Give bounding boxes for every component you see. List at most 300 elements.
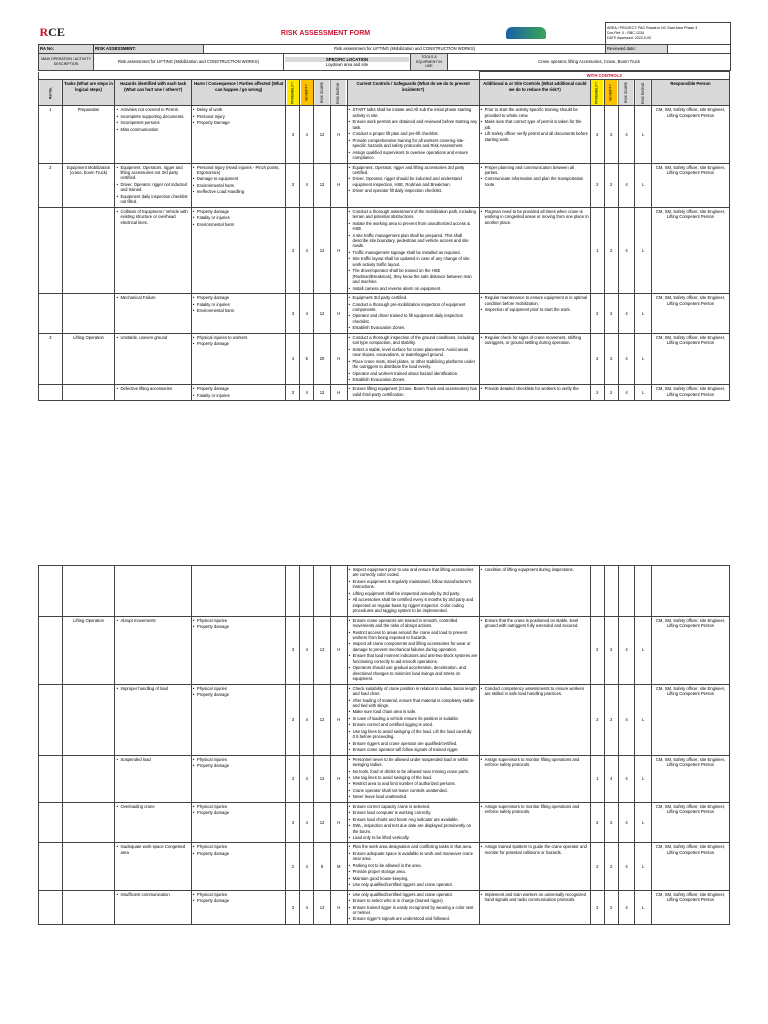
col-risk-rating-2: RISK RATING: [635, 80, 652, 106]
row-hazards: [115, 207, 191, 293]
row-severity: 4: [300, 294, 314, 334]
row-risk-score-2: 4: [618, 163, 635, 207]
col-severity-2: SEVERITY: [604, 80, 618, 106]
row-harm-list: [193, 386, 285, 398]
row-additional-controls-list: [481, 295, 589, 312]
emblem-icon: [506, 27, 546, 39]
row-current-controls: [347, 385, 479, 401]
row-risk-rating-2: L: [635, 106, 652, 163]
risk-row: [39, 684, 730, 755]
row-additional-controls: [479, 294, 590, 334]
row-additional-controls-list: [481, 107, 589, 142]
row-hazards-list: [116, 804, 189, 809]
row-severity-2: 2: [604, 163, 618, 207]
harm-item: • Property damage: [193, 763, 285, 768]
reviewed-date-label: Reviewed date:: [606, 45, 668, 54]
control-item: • Provide comprehensive training for all workers covering site-specific hazards and safety protocols and Risk Assessment.: [349, 138, 478, 149]
row-risk-score: 12: [314, 106, 331, 163]
row-current-controls: [347, 684, 479, 755]
hazard-item: • Equipment, Operators, rigger and lifting accessories not 3rd party certified.: [116, 165, 189, 181]
row-probability-2: 1: [590, 207, 604, 293]
row-additional-controls: [479, 385, 590, 401]
control-item: • Inspect equipment prior to use and ensure that lifting accessories are correctly color coded.: [349, 567, 478, 578]
row-risk-score-2: 4: [618, 106, 635, 163]
hazard-item: • Unstable, uneven ground: [116, 335, 189, 340]
risk-table-page2: [38, 565, 730, 925]
row-risk-rating: H: [330, 616, 347, 684]
additional-item: • Regular check for signs of crane movement, shifting outriggers, or ground settling during operation.: [481, 335, 589, 346]
row-risk-rating-2: L: [635, 207, 652, 293]
harm-item: • Physical injuries: [193, 686, 285, 691]
control-item: • Establish Evacuation Zones.: [349, 377, 478, 382]
row-hazards-list: [116, 757, 189, 762]
row-risk-score-2: 4: [618, 385, 635, 401]
row-risk-rating: H: [330, 385, 347, 401]
page-2: [38, 565, 730, 1024]
harm-item: • Ineffective Load Handling: [193, 189, 285, 194]
row-probability-2: 2: [590, 106, 604, 163]
row-probability: 3: [286, 616, 300, 684]
row-ref: [39, 890, 63, 924]
row-additional-controls: [479, 843, 590, 890]
control-item: • Check suitability of crane position in relation to radius, boom length and load chart.: [349, 686, 478, 697]
row-risk-score: 12: [314, 294, 331, 334]
row-current-controls: [347, 566, 479, 617]
row-additional-controls: [479, 207, 590, 293]
row-current-controls-list: [349, 209, 478, 291]
row-ref: 2: [39, 163, 63, 207]
control-item: • Use only qualified/certified riggers and crane operator.: [349, 882, 478, 887]
harm-item: • Environmental harm: [193, 222, 285, 227]
risk-row: [39, 385, 730, 401]
row-risk-rating-2: L: [635, 755, 652, 802]
row-risk-score-2: [618, 566, 635, 617]
control-item: • Conduct a thorough inspection of the ground conditions, including soil type compaction, and stability.: [349, 335, 478, 346]
row-hazards-list: [116, 295, 189, 300]
row-hazards-list: [116, 165, 189, 205]
logo-cell: [39, 23, 204, 45]
row-ref: [39, 802, 63, 843]
activity-label: MAIN OPERATION / ACTIVITY DESCRIPTION: [39, 54, 94, 71]
row-risk-rating: H: [330, 163, 347, 207]
row-additional-controls: [479, 566, 590, 617]
additional-item: • Implement and train workers on universally recognized hand signals and radio communication protocols.: [481, 892, 589, 903]
control-item: • Ensure load charts and boom Ang indicator are available.: [349, 817, 478, 822]
row-severity-2: 2: [604, 294, 618, 334]
row-probability: 3: [286, 802, 300, 843]
row-ref: 3: [39, 333, 63, 385]
control-item: • Ensure crane operators are trained in smooth, controlled movements and the risks of abrupt actions.: [349, 618, 478, 629]
harm-item: • Environmental harm: [193, 308, 285, 313]
control-item: • Plan the work area designation and conflicting tasks in that area.: [349, 844, 478, 849]
row-task: [62, 566, 115, 617]
row-hazards: [115, 106, 191, 163]
control-item: • All accessories shall be certified every 6 months by 3rd party and inspected on regular basis by rigger/ inspector. Color coding procedures and tagging system to be implemented.: [349, 597, 478, 613]
row-ref: 1: [39, 106, 63, 163]
control-item: • Use only qualified/certified riggers and crane operator.: [349, 892, 478, 897]
harm-item: • Fatality or injuries: [193, 215, 285, 220]
row-risk-rating: H: [330, 106, 347, 163]
row-ref: [39, 616, 63, 684]
control-item: • Crane operator shall not leave controls unattended.: [349, 788, 478, 793]
row-additional-controls: [479, 106, 590, 163]
row-risk-rating: H: [330, 802, 347, 843]
row-harm-list: [193, 804, 285, 816]
row-probability-2: 2: [590, 616, 604, 684]
row-severity-2: 2: [604, 385, 618, 401]
row-probability-2: 2: [590, 684, 604, 755]
row-risk-rating-2: L: [635, 163, 652, 207]
row-harm: [191, 802, 286, 843]
col-ref: Ref No.: [39, 80, 63, 106]
harm-item: • Physical injuries: [193, 844, 285, 849]
row-risk-score: 12: [314, 207, 331, 293]
row-harm-list: [193, 844, 285, 856]
row-task: [62, 802, 115, 843]
row-risk-rating-2: L: [635, 684, 652, 755]
row-hazards: [115, 333, 191, 385]
tools-value: Crane operator, lifting Accessories, Crane, Boom Truck: [448, 54, 731, 71]
row-additional-controls-list: [481, 165, 589, 188]
col-harm: Harm / Consequence / Parties affected (What can happen / go wrong): [191, 80, 286, 106]
row-probability: [286, 566, 300, 617]
row-severity-2: 2: [604, 890, 618, 924]
additional-item: • Inspection of equipment prior to start the work.: [481, 307, 589, 312]
with-controls-label: WITH CONTROLS: [479, 72, 729, 80]
control-item: • Traffic management signage shall be installed as required.: [349, 250, 478, 255]
additional-item: • Assign supervisors to monitor lifting operations and enforce safety protocols.: [481, 757, 589, 768]
row-responsible: [652, 566, 730, 617]
row-additional-controls-list: [481, 686, 589, 697]
harm-item: • Physical injuries: [193, 892, 285, 897]
row-harm-list: [193, 618, 285, 630]
col-responsible: Responsible Person: [652, 80, 730, 106]
row-severity: 4: [300, 106, 314, 163]
harm-item: • Physical injuries to workers: [193, 335, 285, 340]
row-risk-score: 12: [314, 802, 331, 843]
row-harm: [191, 566, 286, 617]
row-risk-rating-2: L: [635, 385, 652, 401]
row-responsible: CM, SM, Safety officer, site Engineer, Lifting Competent Person: [652, 207, 730, 293]
row-hazards-list: [116, 686, 189, 691]
row-task: Preparation: [62, 106, 115, 163]
row-harm: [191, 385, 286, 401]
harm-item: • Physical injuries: [193, 804, 285, 809]
control-item: • Restrict access to areas around the crane and load to prevent workers from being exposed to hazards.: [349, 630, 478, 641]
hazard-item: • Equipment daily inspection checklist not filled.: [116, 194, 189, 205]
row-additional-controls: [479, 802, 590, 843]
row-harm-list: [193, 757, 285, 769]
control-item: • Conduct a thorough pre-mobilization inspection of equipment components.: [349, 302, 478, 313]
header-table: [38, 22, 731, 71]
additional-item: • Flagman need to be provided all times when crane is working in congested areas or moving from one place to another place.: [481, 209, 589, 225]
row-ref: [39, 294, 63, 334]
control-item: • After loading of material, ensure that material is completely stable and tied with slings.: [349, 698, 478, 709]
risk-row: [39, 802, 730, 843]
row-probability: 3: [286, 385, 300, 401]
row-additional-controls-list: [481, 757, 589, 768]
control-item: • Provide proper storage area.: [349, 869, 478, 874]
row-severity-2: 2: [604, 333, 618, 385]
row-harm: [191, 333, 286, 385]
control-item: • Ensure trained rigger is easily recognized by wearing a color vest or helmet.: [349, 905, 478, 916]
row-probability: 3: [286, 163, 300, 207]
harm-item: • Personal Injury (Hand injuries - Pinch points, Ergonomics): [193, 165, 285, 176]
row-additional-controls-list: [481, 892, 589, 903]
control-item: • Equipment 3rd party certified.: [349, 295, 478, 300]
row-risk-rating: H: [330, 333, 347, 385]
row-severity: 4: [300, 890, 314, 924]
row-current-controls: [347, 890, 479, 924]
row-risk-rating-2: L: [635, 843, 652, 890]
control-item: • Conduct a proper lift plan and pre-lift checklist.: [349, 131, 478, 136]
row-harm: [191, 755, 286, 802]
row-severity: 4: [300, 207, 314, 293]
control-item: • Use tag lines to avoid swinging of the load.: [349, 775, 478, 780]
hazard-item: • Collision of Equipment / Vehicle with existing structure or overhead electrical lines.: [116, 209, 189, 225]
row-hazards: [115, 684, 191, 755]
row-current-controls-list: [349, 804, 478, 841]
row-current-controls: [347, 163, 479, 207]
row-risk-score-2: 4: [618, 890, 635, 924]
risk-row: [39, 890, 730, 924]
row-severity: 4: [300, 684, 314, 755]
row-harm: [191, 207, 286, 293]
control-item: • Lifting equipment shall be inspected annually by 3rd party.: [349, 591, 478, 596]
control-item: • Isolate the working area to prevent from unauthorized access & HSE.: [349, 221, 478, 232]
row-current-controls-list: [349, 335, 478, 383]
row-probability-2: 2: [590, 890, 604, 924]
control-item: • Site traffic layout shall be updated in case of any change of site work activity traffic layout.: [349, 256, 478, 267]
row-risk-score: 12: [314, 890, 331, 924]
row-harm: [191, 616, 286, 684]
control-item: • In case of loading a vehicle ensure its position is suitable.: [349, 716, 478, 721]
risk-row: [39, 616, 730, 684]
hazard-item: • Incomplete supporting documents.: [116, 114, 189, 119]
row-risk-rating: H: [330, 890, 347, 924]
row-additional-controls-list: [481, 804, 589, 815]
row-task: [62, 755, 115, 802]
hazard-item: • Driver, Operator, rigger not inducted and trained.: [116, 182, 189, 193]
row-risk-rating: [330, 566, 347, 617]
row-additional-controls: [479, 616, 590, 684]
control-item: • Ensure rigger's signals are understood and followed.: [349, 916, 478, 921]
control-item: • Operator and driver trained to fill equipment daily inspection checklist.: [349, 313, 478, 324]
row-hazards: [115, 890, 191, 924]
row-ref: [39, 684, 63, 755]
row-current-controls-list: [349, 567, 478, 614]
row-harm-list: [193, 107, 285, 125]
row-probability: 4: [286, 333, 300, 385]
control-item: • Ensure load computer is working correctly.: [349, 810, 478, 815]
row-current-controls: [347, 106, 479, 163]
risk-row: [39, 163, 730, 207]
col-probability-2: PROBABILITY: [590, 80, 604, 106]
row-severity: 4: [300, 163, 314, 207]
row-hazards: [115, 385, 191, 401]
row-harm-list: [193, 295, 285, 313]
row-severity-2: [604, 566, 618, 617]
row-harm: [191, 294, 286, 334]
harm-item: • Fatality or injuries: [193, 393, 285, 398]
additional-item: • Regular maintenance to ensure equipment is in optimal condition before mobilization.: [481, 295, 589, 306]
row-task: Lifting Operation: [62, 333, 115, 385]
row-responsible: CM, SM, Safety officer, site Engineer, Lifting Competent Person: [652, 106, 730, 163]
row-current-controls-list: [349, 386, 478, 397]
additional-item: • Lift Safety officer verify permit and all documents before starting work.: [481, 131, 589, 142]
control-item: • Select a stable, level surface for crane placement. Avoid areas near slopes, excavations, or waterlogged ground.: [349, 347, 478, 358]
row-probability-2: 2: [590, 843, 604, 890]
row-additional-controls: [479, 755, 590, 802]
row-harm: [191, 163, 286, 207]
row-task: [62, 890, 115, 924]
row-risk-rating: M: [330, 843, 347, 890]
row-responsible: CM, SM, Safety officer, site Engineer, Lifting Competent Person: [652, 755, 730, 802]
row-probability-2: 2: [590, 163, 604, 207]
row-risk-score-2: 4: [618, 616, 635, 684]
row-risk-rating: H: [330, 684, 347, 755]
project-line: AREA / PROJECT: PAC Roads in NC East Area Phase 3: [607, 26, 698, 31]
row-responsible: CM, SM, Safety officer, site Engineer, Lifting Competent Person: [652, 333, 730, 385]
hazard-item: • Mechanical Failure: [116, 295, 189, 300]
risk-row: [39, 333, 730, 385]
col-hazards: Hazards identified with each task (What can hurt one / others?): [115, 80, 191, 106]
row-additional-controls-list: [481, 567, 589, 572]
row-ref: [39, 385, 63, 401]
row-task: [62, 843, 115, 890]
row-current-controls-list: [349, 165, 478, 194]
row-responsible: CM, SM, Safety officer, site Engineer, Lifting Competent Person: [652, 843, 730, 890]
row-current-controls: [347, 616, 479, 684]
risk-row: [39, 294, 730, 334]
control-item: • Place crane mats, steel plates, or other stabilizing platforms under the outriggers to distribute the load evenly.: [349, 359, 478, 370]
control-item: • Ensure crane operator will follow signals of trained rigger.: [349, 747, 478, 752]
row-risk-rating-2: L: [635, 333, 652, 385]
col-risk-rating: RISK RATING: [330, 80, 347, 106]
row-responsible: CM, SM, Safety officer, site Engineer, Lifting Competent Person: [652, 684, 730, 755]
harm-item: • Property damage: [193, 692, 285, 697]
row-harm-list: [193, 165, 285, 195]
row-severity: 4: [300, 385, 314, 401]
additional-item: • Prior to start the activity specific training should be provided to whole crew.: [481, 107, 589, 118]
row-risk-rating-2: [635, 566, 652, 617]
row-severity-2: 2: [604, 843, 618, 890]
control-item: • Parking not to be allowed in the area.: [349, 863, 478, 868]
control-item: • Ensure that load moment indicators and anti-two-block systems are functioning correctly to aid smooth operations.: [349, 653, 478, 664]
row-risk-score: 12: [314, 616, 331, 684]
harm-item: • Property damage: [193, 341, 285, 346]
date-assessed: DATE Assessed: 2022-0-00: [607, 35, 652, 40]
page-1: [38, 22, 730, 526]
control-item: • Operator and workers trained about hazard identification.: [349, 371, 478, 376]
row-risk-score: 8: [314, 843, 331, 890]
control-item: • SWL, inspection and test due date are displayed prominently on the boom.: [349, 823, 478, 834]
harm-item: • Property damage: [193, 624, 285, 629]
row-harm: [191, 890, 286, 924]
row-hazards: [115, 802, 191, 843]
row-additional-controls-list: [481, 209, 589, 225]
row-risk-rating: H: [330, 207, 347, 293]
row-current-controls: [347, 333, 479, 385]
row-risk-rating-2: L: [635, 294, 652, 334]
control-item: • Ensure correct capacity crane is selected.: [349, 804, 478, 809]
row-ref: [39, 207, 63, 293]
row-probability: 3: [286, 684, 300, 755]
control-item: • Personnel never to be allowed under suspended load or within swinging radius.: [349, 757, 478, 768]
row-risk-rating: H: [330, 755, 347, 802]
row-task: [62, 294, 115, 334]
row-harm: [191, 684, 286, 755]
row-severity-2: 2: [604, 684, 618, 755]
row-risk-score-2: 4: [618, 684, 635, 755]
row-current-controls-list: [349, 618, 478, 682]
ra-value: Risk assessment for LIFTING (Mobilization and CONSTRUCTION WORKS): [204, 45, 606, 54]
control-item: • Restrict area to and limit number of authorized persons.: [349, 781, 478, 786]
row-responsible: CM, SM, Safety officer, site Engineer, Lifting Competent Person: [652, 163, 730, 207]
control-item: • START talks shall be initiate and All sub the initial phase starting activity in site.: [349, 107, 478, 118]
row-probability-2: 2: [590, 333, 604, 385]
col-current-controls: Current Controls / Safeguards (What do we do to prevent incidents?): [347, 80, 479, 106]
additional-item: • condition of lifting equipment during inspections.: [481, 567, 589, 572]
additional-item: • Conduct competency assessments to ensure workers are skilled in safe load handling practices.: [481, 686, 589, 697]
harm-item: • Property Damage: [193, 120, 285, 125]
row-ref: [39, 843, 63, 890]
row-additional-controls-list: [481, 335, 589, 346]
row-task: [62, 385, 115, 401]
ra-no-label: RA No:: [39, 45, 94, 54]
row-probability-2: 2: [590, 385, 604, 401]
col-tasks: Tasks (What are steps in logical steps): [62, 80, 115, 106]
row-probability: 3: [286, 207, 300, 293]
row-probability: 3: [286, 890, 300, 924]
row-risk-rating: H: [330, 294, 347, 334]
row-harm-list: [193, 892, 285, 904]
row-hazards-list: [116, 209, 189, 225]
row-risk-rating-2: L: [635, 802, 652, 843]
hazard-item: • Overloading crane: [116, 804, 189, 809]
ra-label: RISK ASSESSMENT:: [94, 45, 204, 54]
row-additional-controls: [479, 890, 590, 924]
hazard-item: • Activities not covered in Permit.: [116, 107, 189, 112]
harm-item: • Delay of work: [193, 107, 285, 112]
row-responsible: CM, SM, Safety officer, site Engineer, Lifting Competent Person: [652, 890, 730, 924]
row-risk-rating-2: L: [635, 890, 652, 924]
row-hazards-list: [116, 386, 189, 391]
control-item: • Assign qualified supervisors to oversee operations and ensure compliance.: [349, 150, 478, 161]
risk-row: [39, 566, 730, 617]
row-current-controls-list: [349, 892, 478, 922]
location-cell: [284, 54, 411, 71]
row-probability-2: 2: [590, 294, 604, 334]
control-item: • Ensure adequate space is available to work and maneuver crane near area.: [349, 851, 478, 862]
risk-row: [39, 106, 730, 163]
row-harm-list: [193, 335, 285, 347]
location-value: Laydown area and site: [325, 62, 369, 67]
col-risk-score: RISK SCORE: [314, 80, 331, 106]
control-item: • Maintain good house keeping.: [349, 876, 478, 881]
control-item: • Ensure work permits are obtained and reviewed before starting any task.: [349, 119, 478, 130]
harm-item: • Property damage: [193, 295, 285, 300]
row-hazards-list: [116, 107, 189, 132]
row-severity: 5: [300, 333, 314, 385]
row-severity: 4: [300, 843, 314, 890]
doc-number: Doc Ref: 0 - RBC-1234: [607, 31, 644, 36]
activity-value: Risk assessment for LIFTING (Mobilization and CONSTRUCTION WORKS): [94, 54, 284, 71]
row-harm-list: [193, 209, 285, 227]
col-severity: SEVERITY: [300, 80, 314, 106]
control-item: • Equipment, Operator, rigger and lifting accessories 3rd party certified.: [349, 165, 478, 176]
control-item: • Ensure correct and certified rigging is used.: [349, 722, 478, 727]
